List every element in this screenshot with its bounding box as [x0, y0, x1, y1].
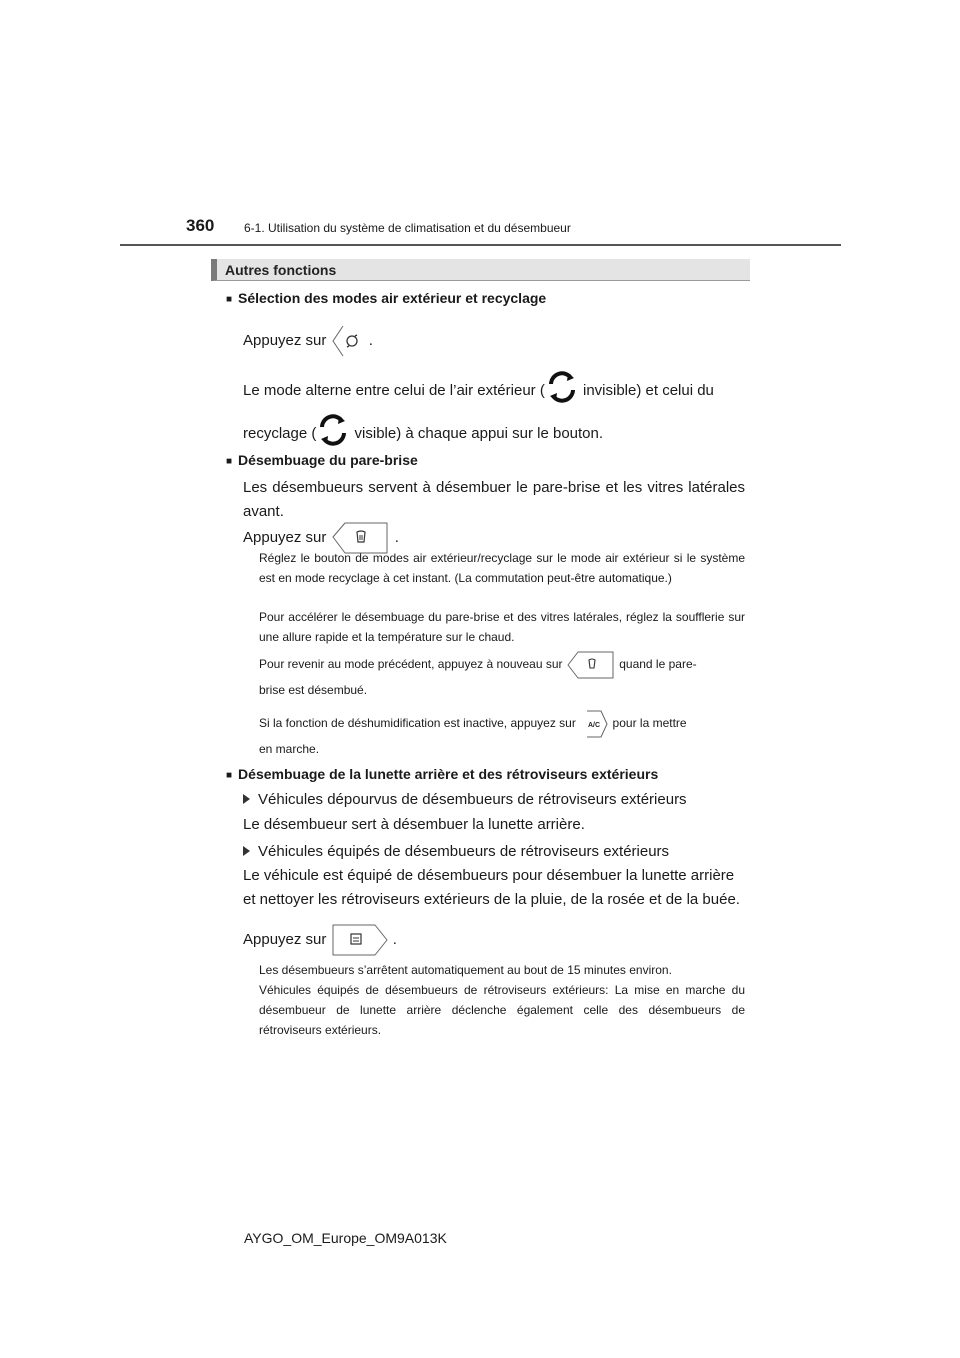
section-title: Autres fonctions [225, 262, 337, 278]
windshield-text: Les désembueurs servent à désembuer le pare-brise et les vitres latérales avant. [243, 479, 745, 520]
ac-button-icon [579, 709, 609, 739]
triangle-bullet-icon [243, 846, 250, 856]
rear-defog-button-icon [331, 923, 389, 957]
windshield-note-3b: brise est désembué. [259, 683, 368, 697]
svg-text:A/C: A/C [588, 722, 601, 729]
triangle-bullet-icon [243, 794, 250, 804]
windshield-note-3: Pour revenir au mode précédent, appuyez à nouveau sur quand le pare- [259, 650, 745, 680]
subheading-without-mirror: Véhicules dépourvus de désembueurs de rétroviseurs extérieurs [243, 791, 687, 808]
rear-note-1: Les désembueurs s’arrêtent automatiquement au bout de 15 minutes environ. [259, 963, 672, 977]
recirculation-arrows-icon [316, 413, 350, 455]
press-rear-line: Appuyez sur . [243, 923, 463, 957]
header-rule [120, 244, 841, 246]
rear-note-2: Véhicules équipés de désembueurs de rétroviseurs extérieurs: La mise en marche du désembueur de lunette arrière déclenche également celle des désembueurs de rétroviseurs extérieurs. [259, 983, 745, 1037]
mode-line-1: Le mode alterne entre celui de l’air extérieur ( invisible) et celui du [243, 370, 753, 412]
windshield-note-4: Si la fonction de déshumidification est inactive, appuyez sur A/C pour la mettre [259, 709, 745, 739]
footer-doc-id: AYGO_OM_Europe_OM9A013K [244, 1230, 447, 1246]
section-header [211, 259, 750, 281]
windshield-defog-button-icon [566, 650, 616, 680]
windshield-note-4b: en marche. [259, 742, 320, 756]
heading-windshield-defog: ■ Désembuage du pare-brise [226, 452, 418, 468]
chapter-title: 6-1. Utilisation du système de climatisation et du désembueur [244, 221, 571, 235]
windshield-note-1: Réglez le bouton de modes air extérieur/recyclage sur le mode air extérieur si le système est en mode recyclage à cet instant. (La commutation peut-être automatique.) [259, 551, 745, 585]
rear-text-1: Le désembueur sert à désembuer la lunette arrière. [243, 816, 585, 833]
windshield-note-2: Pour accélérer le désembuage du pare-brise et des vitres latérales, réglez la soufflerie sur une allure rapide et la température sur le chaud. [259, 610, 745, 644]
page-number: 360 [186, 216, 215, 235]
press-recirc-line: Appuyez sur . [243, 324, 443, 358]
mode-line-2: recyclage ( visible) à chaque appui sur le bouton. [243, 413, 753, 455]
subheading-with-mirror: Véhicules équipés de désembueurs de rétroviseurs extérieurs [243, 843, 669, 860]
heading-recirculation: ■ Sélection des modes air extérieur et recyclage [226, 290, 546, 306]
heading-rear-defog: ■ Désembuage de la lunette arrière et des rétroviseurs extérieurs [226, 766, 658, 782]
recirculation-arrows-icon [545, 370, 579, 412]
rear-text-2b: et nettoyer les rétroviseurs extérieurs de la pluie, de la rosée et de la buée. [243, 891, 740, 908]
rear-text-2a: Le véhicule est équipé de désembueurs pour désembuer la lunette arrière [243, 867, 735, 884]
recirculation-button-icon [331, 324, 365, 358]
press-windshield-line: Appuyez sur . [243, 521, 443, 555]
